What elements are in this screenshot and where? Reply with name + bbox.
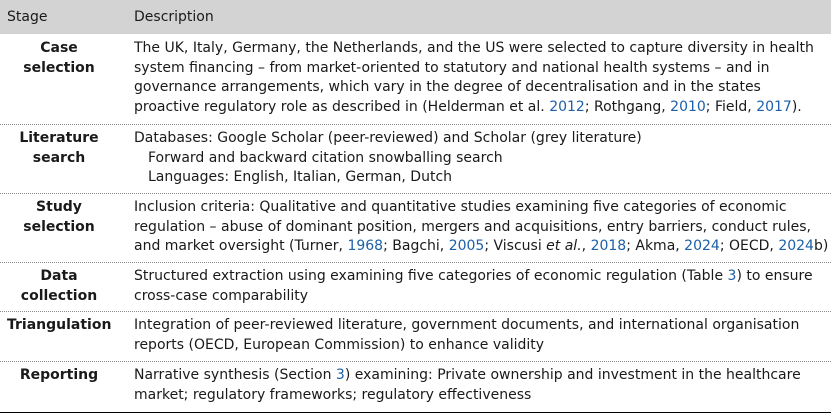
- description-cell: [134, 366, 831, 405]
- text-segment: ; Akma,: [626, 238, 685, 254]
- description-cell: [134, 267, 831, 306]
- row-divider: [0, 311, 831, 312]
- text-segment: The UK, Italy, Germany, the Netherlands, and the US were selected to capture diversity in health: [134, 40, 814, 56]
- stage-cell: [0, 267, 118, 306]
- stage-label-line: search: [32, 149, 86, 166]
- stage-cell: [0, 316, 118, 336]
- text-segment: ; Viscusi: [484, 238, 547, 254]
- description-line: [134, 168, 831, 188]
- row-divider: [0, 361, 831, 362]
- text-segment: and market oversight (Turner,: [134, 238, 348, 254]
- description-cell: [134, 198, 831, 257]
- text-segment: b): [813, 238, 829, 254]
- text-segment: ) examining: Private ownership and investment in the healthcare: [344, 367, 801, 383]
- citation-link[interactable]: 3: [727, 268, 737, 284]
- text-segment: Narrative synthesis (Section: [134, 367, 336, 383]
- header-stage: Stage: [7, 9, 48, 25]
- text-segment: Databases: Google Scholar (peer-reviewed) and Scholar (grey literature): [134, 130, 642, 146]
- text-segment: Structured extraction using examining five categories of economic regulation (Table: [134, 268, 728, 284]
- stage-label-line: collection: [20, 287, 98, 304]
- stage-cell: [0, 366, 118, 386]
- description-line: [134, 39, 831, 59]
- table-header: [0, 0, 831, 34]
- citation-link[interactable]: 2010: [670, 98, 706, 115]
- stage-label-line: Study: [36, 199, 82, 215]
- description-line: [134, 59, 831, 79]
- stage-cell: [0, 198, 118, 237]
- stage-cell: [0, 39, 118, 78]
- text-segment: Forward and backward citation snowballing search: [148, 149, 503, 166]
- description-line: [134, 366, 831, 386]
- text-segment: proactive regulatory role as described in (Helderman et al.: [134, 98, 550, 115]
- text-segment: ,: [581, 238, 591, 254]
- stage-label-line: Reporting: [19, 367, 99, 383]
- description-line: [134, 198, 831, 218]
- stage-label-line: selection: [23, 59, 95, 76]
- description-line: [134, 129, 831, 149]
- citation-link[interactable]: 2018: [590, 238, 627, 254]
- text-segment: cross-case comparability: [134, 287, 309, 304]
- citation-link[interactable]: 3: [335, 367, 345, 383]
- text-segment: market; regulatory frameworks; regulatory effectiveness: [134, 386, 532, 403]
- text-segment: Inclusion criteria: Qualitative and quantitative studies examining five categories of economic: [134, 199, 787, 215]
- citation-link[interactable]: 2024: [684, 238, 720, 254]
- text-segment: ; OECD,: [719, 238, 779, 254]
- text-segment: ; Rothgang,: [584, 98, 671, 115]
- description-cell: [134, 39, 831, 117]
- stage-label-line: Literature: [19, 130, 99, 146]
- text-segment: Languages: English, Italian, German, Dutch: [148, 169, 453, 185]
- description-line: [134, 98, 831, 118]
- description-line: [134, 267, 831, 287]
- text-segment: ) to ensure: [736, 268, 813, 284]
- row-divider: [0, 193, 831, 194]
- description-line: [134, 336, 831, 356]
- citation-link[interactable]: 2012: [549, 98, 585, 115]
- text-segment: ).: [791, 98, 802, 115]
- citation-link[interactable]: 2024: [778, 238, 814, 254]
- description-line: [134, 287, 831, 307]
- text-segment: system financing – from market-oriented to statutory and national health systems – and in: [134, 59, 770, 76]
- text-segment: reports (OECD, European Commission) to enhance validity: [134, 336, 545, 353]
- citation-link[interactable]: 2017: [756, 98, 792, 115]
- stage-label-line: Case: [40, 40, 78, 56]
- description-line: [134, 386, 831, 406]
- header-description: Description: [134, 9, 214, 25]
- stage-label-line: selection: [23, 218, 95, 235]
- text-segment: regulation – abuse of dominant position, mergers and acquisitions, entry barriers, conduct rules,: [134, 218, 811, 235]
- text-segment: governance arrangements, which vary in the degree of decentralisation and in the states: [134, 79, 761, 95]
- description-line: [134, 149, 831, 169]
- description-line: [134, 78, 831, 98]
- text-segment: ; Field,: [705, 98, 757, 115]
- citation-link[interactable]: 1968: [347, 238, 384, 254]
- description-cell: [134, 129, 831, 188]
- italic-text: et al.: [546, 238, 582, 254]
- stage-cell: [0, 129, 118, 168]
- stage-label-line: Triangulation: [7, 317, 112, 333]
- description-line: [134, 316, 831, 336]
- stage-label-line: Data: [40, 268, 78, 284]
- description-line: [134, 237, 831, 257]
- description-line: [134, 218, 831, 238]
- description-cell: [134, 316, 831, 355]
- table-bottom-rule: [0, 412, 831, 413]
- citation-link[interactable]: 2005: [448, 238, 485, 254]
- row-divider: [0, 262, 831, 263]
- text-segment: Integration of peer-reviewed literature, government documents, and international organisation: [134, 317, 800, 333]
- row-divider: [0, 124, 831, 125]
- text-segment: ; Bagchi,: [383, 238, 449, 254]
